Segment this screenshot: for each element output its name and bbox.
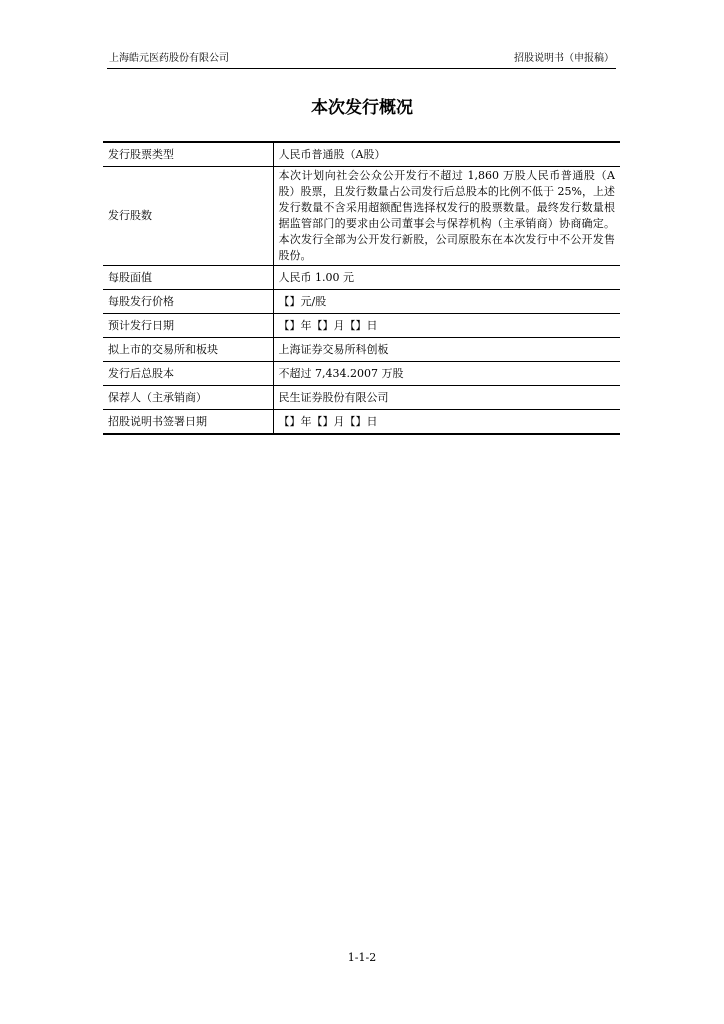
row-label: 招股说明书签署日期 — [103, 410, 273, 435]
table-row — [103, 142, 620, 167]
table-row — [103, 410, 620, 435]
table-row — [103, 338, 620, 362]
table-row — [103, 314, 620, 338]
row-value: 【】元/股 — [273, 290, 620, 314]
row-value: 人民币 1.00 元 — [273, 266, 620, 290]
header-document-type: 招股说明书（申报稿） — [514, 53, 614, 64]
row-value: 民生证券股份有限公司 — [273, 386, 620, 410]
row-label: 发行股数 — [103, 167, 273, 266]
offering-summary-table — [103, 141, 620, 435]
table-row — [103, 362, 620, 386]
table-row — [103, 386, 620, 410]
page-header — [107, 50, 616, 69]
row-label: 预计发行日期 — [103, 314, 273, 338]
row-label: 保荐人（主承销商） — [103, 386, 273, 410]
row-label: 发行股票类型 — [103, 142, 273, 167]
page-number: 1-1-2 — [347, 951, 377, 964]
header-company-name: 上海皓元医药股份有限公司 — [109, 53, 229, 64]
row-value: 人民币普通股（A股） — [273, 142, 620, 167]
row-value: 不超过 7,434.2007 万股 — [273, 362, 620, 386]
row-label: 每股发行价格 — [103, 290, 273, 314]
row-label: 拟上市的交易所和板块 — [103, 338, 273, 362]
page-title: 本次发行概况 — [311, 98, 413, 118]
row-label: 发行后总股本 — [103, 362, 273, 386]
table-row — [103, 290, 620, 314]
row-label: 每股面值 — [103, 266, 273, 290]
row-value: 【】年【】月【】日 — [273, 314, 620, 338]
row-value: 本次计划向社会公众公开发行不超过 1,860 万股人民币普通股（A 股）股票，且发行数量占公司发行后总股本的比例不低于 25%，上述发行数量不含采用超额配售选择权发行的股票数量。最终发行数量根据监管部门的要求由公司董事会与保荐机构（主承销商）协商确定。本次发行全部为公开发行新股，公司原股东在本次发行中不公开发售股份。 — [273, 167, 620, 266]
table-row — [103, 266, 620, 290]
row-value: 上海证券交易所科创板 — [273, 338, 620, 362]
row-value: 【】年【】月【】日 — [273, 410, 620, 435]
table-row — [103, 167, 620, 266]
